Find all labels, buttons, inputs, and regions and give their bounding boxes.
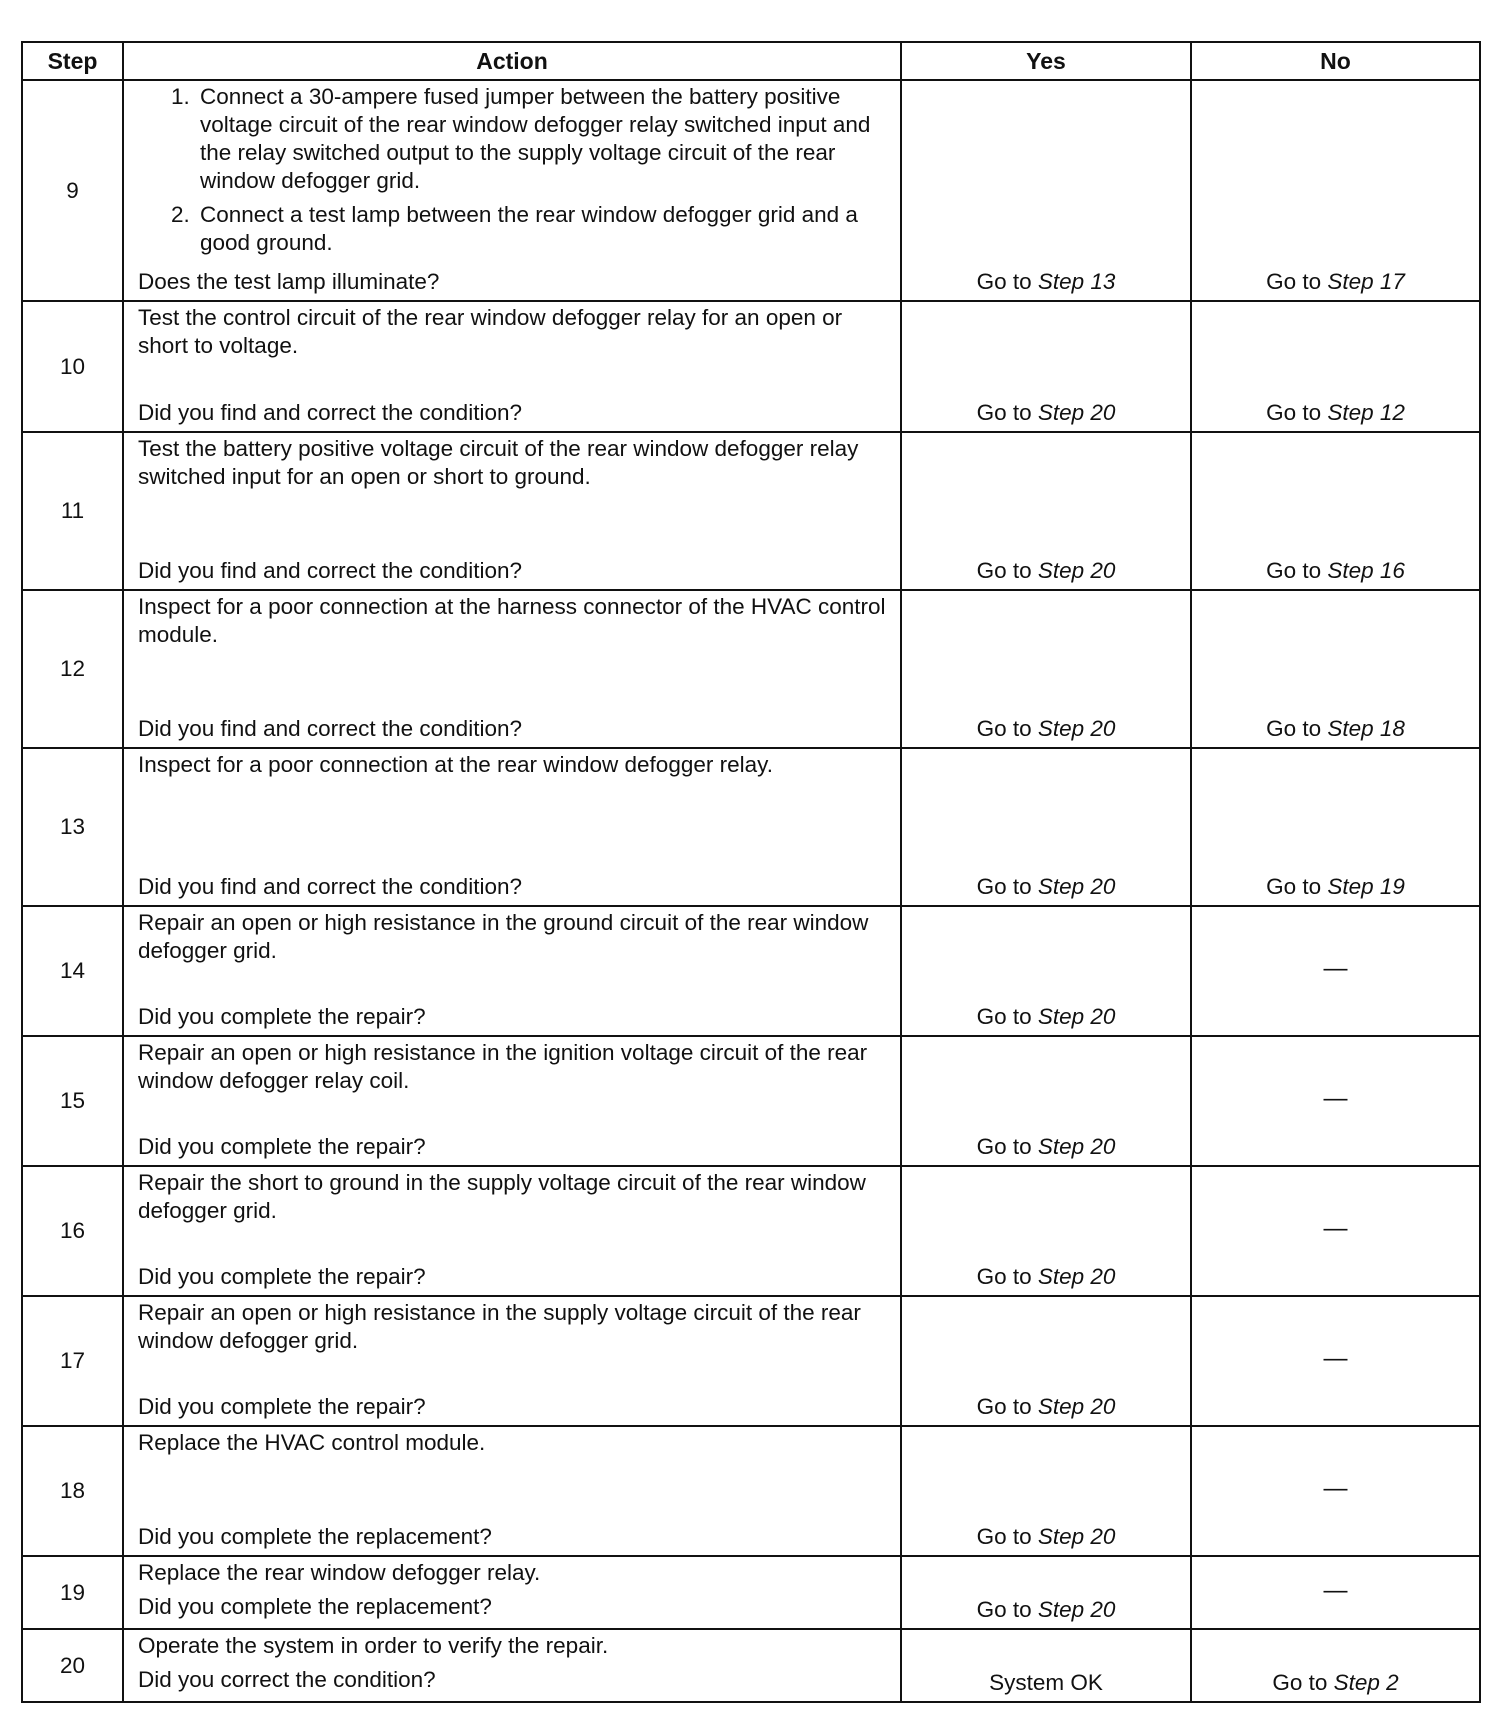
step-number: 9 [22,80,123,301]
header-row [22,42,1480,80]
step-number: 18 [22,1426,123,1556]
yes-step-link[interactable]: Step 20 [1037,1004,1116,1029]
no-cell [1191,1426,1480,1556]
question-text: Did you find and correct the condition? [138,874,522,899]
question-text: Did you correct the condition? [138,1667,436,1692]
header-step: Step [22,42,123,80]
action-text: Test the control circuit of the rear window defogger relay for an open or short to voltage. [138,305,843,358]
yes-cell [901,1036,1191,1166]
no-cell [1191,590,1480,748]
yes-prefix: Go to [976,1264,1032,1289]
action-cell [123,301,901,432]
yes-prefix: Go to [976,400,1032,425]
table-row [22,1629,1480,1702]
no-step-link[interactable]: Step 19 [1327,874,1405,899]
action-text: Repair the short to ground in the supply voltage circuit of the rear window defogger grid. [138,1170,866,1223]
no-step-link[interactable]: Step 17 [1327,269,1405,294]
action-text: Test the battery positive voltage circuit of the rear window defogger relay switched input for an open or short to ground. [138,436,859,489]
no-prefix: Go to [1266,400,1322,425]
header-yes: Yes [901,42,1191,80]
yes-cell [901,1556,1191,1629]
no-cell [1191,432,1480,590]
step-number: 13 [22,748,123,906]
no-cell [1191,906,1480,1036]
question-text: Did you find and correct the condition? [138,716,522,741]
question-text: Did you complete the repair? [138,1394,426,1419]
yes-prefix: Go to [976,1004,1032,1029]
question-text: Did you find and correct the condition? [138,400,522,425]
table-row [22,590,1480,748]
no-cell [1191,1629,1480,1702]
action-cell [123,906,901,1036]
action-item: 2. Connect a test lamp between the rear window defogger grid and a good ground. [196,201,886,257]
action-text: Inspect for a poor connection at the harness connector of the HVAC control module. [138,594,886,647]
action-list [138,83,886,257]
no-prefix: Go to [1266,558,1322,583]
step-number: 12 [22,590,123,748]
action-cell [123,432,901,590]
yes-cell [901,301,1191,432]
not-applicable-dash: — [1323,1345,1348,1372]
no-cell [1191,1296,1480,1426]
no-step-link[interactable]: Step 18 [1327,716,1405,741]
table-row [22,748,1480,906]
table-row [22,1556,1480,1629]
question-text: Does the test lamp illuminate? [138,269,440,294]
action-cell [123,748,901,906]
question-text: Did you complete the replacement? [138,1594,492,1619]
step-number: 11 [22,432,123,590]
action-cell [123,1036,901,1166]
yes-cell [901,1296,1191,1426]
yes-cell [901,432,1191,590]
table-row [22,1426,1480,1556]
system-ok-text: System OK [989,1670,1103,1695]
yes-step-link[interactable]: Step 20 [1037,558,1116,583]
not-applicable-dash: — [1323,1085,1348,1112]
not-applicable-dash: — [1323,1576,1348,1604]
table-row [22,432,1480,590]
yes-step-link[interactable]: Step 20 [1037,400,1116,425]
no-step-link[interactable]: Step 16 [1327,558,1405,583]
no-prefix: Go to [1266,874,1322,899]
action-cell [123,590,901,748]
action-item: 1. Connect a 30-ampere fused jumper between the battery positive voltage circuit of the rear window defogger relay switched input and the relay switched output to the supply voltage circuit of the rear window defogger grid. [196,83,886,195]
yes-step-link[interactable]: Step 20 [1037,1394,1116,1419]
yes-step-link[interactable]: Step 20 [1037,1264,1116,1289]
yes-cell [901,1166,1191,1296]
yes-step-link[interactable]: Step 20 [1037,716,1116,741]
yes-prefix: Go to [976,874,1032,899]
question-text: Did you find and correct the condition? [138,558,522,583]
table-row [22,1296,1480,1426]
yes-step-link[interactable]: Step 20 [1037,874,1116,899]
yes-cell [901,590,1191,748]
no-cell [1191,1166,1480,1296]
yes-prefix: Go to [976,269,1032,294]
action-text: Replace the HVAC control module. [138,1430,486,1455]
yes-prefix: Go to [976,716,1032,741]
yes-step-link[interactable]: Step 20 [1037,1524,1116,1549]
question-text: Did you complete the repair? [138,1134,426,1159]
action-cell [123,1629,901,1702]
action-text: Operate the system in order to verify the repair. [138,1633,609,1658]
yes-prefix: Go to [976,1134,1032,1159]
no-cell [1191,301,1480,432]
yes-cell [901,1426,1191,1556]
no-cell [1191,80,1480,301]
table-row [22,80,1480,301]
step-number: 10 [22,301,123,432]
yes-step-link[interactable]: Step 20 [1037,1134,1116,1159]
no-cell [1191,748,1480,906]
yes-cell [901,748,1191,906]
action-cell [123,1556,901,1629]
header-action: Action [123,42,901,80]
not-applicable-dash: — [1323,1475,1348,1502]
step-number: 19 [22,1556,123,1629]
no-cell [1191,1036,1480,1166]
no-prefix: Go to [1272,1670,1328,1695]
yes-step-link[interactable]: Step 13 [1037,269,1116,294]
action-cell [123,80,901,301]
action-text: Inspect for a poor connection at the rear window defogger relay. [138,752,773,777]
yes-prefix: Go to [976,1597,1032,1622]
yes-prefix: Go to [976,1524,1032,1549]
table-row [22,906,1480,1036]
action-cell [123,1426,901,1556]
action-cell [123,1166,901,1296]
header-no: No [1191,42,1480,80]
step-number: 14 [22,906,123,1036]
question-text: Did you complete the repair? [138,1004,426,1029]
table-row [22,1166,1480,1296]
yes-cell [901,80,1191,301]
step-number: 20 [22,1629,123,1702]
no-step-link[interactable]: Step 2 [1333,1670,1399,1695]
step-number: 17 [22,1296,123,1426]
no-cell [1191,1556,1480,1629]
no-prefix: Go to [1266,269,1322,294]
action-cell [123,1296,901,1426]
question-text: Did you complete the repair? [138,1264,426,1289]
yes-step-link[interactable]: Step 20 [1037,1597,1116,1622]
question-text: Did you complete the replacement? [138,1524,492,1549]
no-prefix: Go to [1266,716,1322,741]
step-number: 16 [22,1166,123,1296]
table-row [22,301,1480,432]
action-text: Repair an open or high resistance in the ground circuit of the rear window defogger grid. [138,910,869,963]
yes-cell [901,1629,1191,1702]
action-text: Replace the rear window defogger relay. [138,1560,541,1585]
yes-prefix: Go to [976,1394,1032,1419]
no-step-link[interactable]: Step 12 [1327,400,1405,425]
yes-cell [901,906,1191,1036]
table-row [22,1036,1480,1166]
step-number: 15 [22,1036,123,1166]
action-text: Repair an open or high resistance in the supply voltage circuit of the rear window defogger grid. [138,1300,861,1353]
not-applicable-dash: — [1323,1215,1348,1242]
yes-prefix: Go to [976,558,1032,583]
not-applicable-dash: — [1323,955,1348,982]
diagnostic-table [21,41,1481,1703]
action-text: Repair an open or high resistance in the ignition voltage circuit of the rear window defogger relay coil. [138,1040,868,1093]
